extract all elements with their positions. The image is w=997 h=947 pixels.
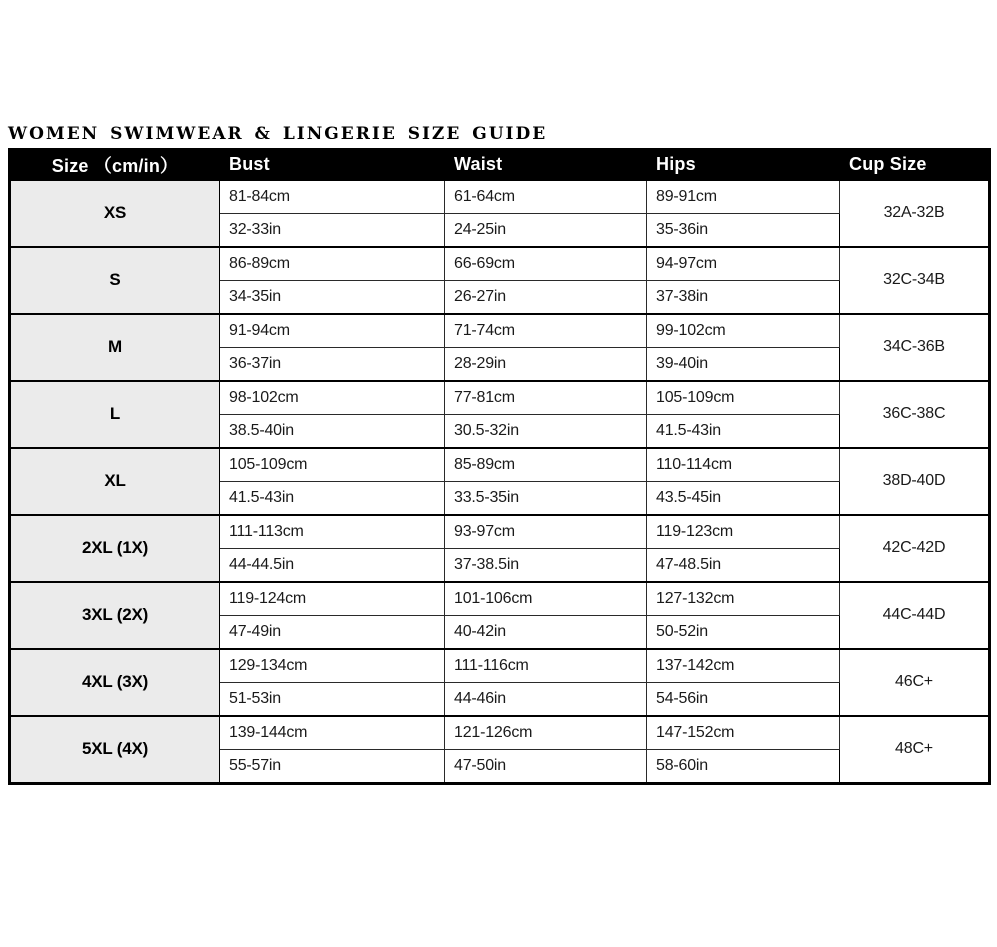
bust-in-value: 47-49in xyxy=(220,615,445,649)
bust-cm-value: 81-84cm xyxy=(220,180,445,214)
cup-size-value: 38D-40D xyxy=(840,448,990,515)
hips-cm-value: 137-142cm xyxy=(647,649,840,683)
cup-size-value: 34C-36B xyxy=(840,314,990,381)
column-header-bust: Bust xyxy=(220,150,445,180)
waist-cm-value: 71-74cm xyxy=(445,314,647,348)
waist-cm-value: 77-81cm xyxy=(445,381,647,415)
bust-in-value: 55-57in xyxy=(220,749,445,783)
bust-cm-value: 129-134cm xyxy=(220,649,445,683)
size-row-group-3xl xyxy=(10,582,990,649)
waist-cm-value: 121-126cm xyxy=(445,716,647,750)
column-header-hips: Hips xyxy=(647,150,840,180)
size-row-group-m xyxy=(10,314,990,381)
waist-in-value: 30.5-32in xyxy=(445,414,647,448)
size-row-group-xs xyxy=(10,180,990,247)
size-row-group-s xyxy=(10,247,990,314)
table-row xyxy=(10,180,990,214)
cup-size-value: 44C-44D xyxy=(840,582,990,649)
size-label: XS xyxy=(10,180,220,247)
hips-in-value: 35-36in xyxy=(647,213,840,247)
waist-cm-value: 101-106cm xyxy=(445,582,647,616)
hips-cm-value: 127-132cm xyxy=(647,582,840,616)
table-row xyxy=(10,515,990,549)
page-title: WOMEN SWIMWEAR & LINGERIE SIZE GUIDE xyxy=(8,124,548,144)
cup-size-value: 46C+ xyxy=(840,649,990,716)
size-row-group-xl xyxy=(10,448,990,515)
size-label: 4XL (3X) xyxy=(10,649,220,716)
hips-cm-value: 89-91cm xyxy=(647,180,840,214)
bust-cm-value: 139-144cm xyxy=(220,716,445,750)
column-header-waist: Waist xyxy=(445,150,647,180)
bust-cm-value: 86-89cm xyxy=(220,247,445,281)
hips-cm-value: 94-97cm xyxy=(647,247,840,281)
hips-in-value: 37-38in xyxy=(647,280,840,314)
column-header-size: Size （cm/in） xyxy=(10,150,220,180)
size-row-group-2xl xyxy=(10,515,990,582)
hips-cm-value: 110-114cm xyxy=(647,448,840,482)
bust-cm-value: 111-113cm xyxy=(220,515,445,549)
size-row-group-l xyxy=(10,381,990,448)
cup-size-value: 36C-38C xyxy=(840,381,990,448)
bust-cm-value: 98-102cm xyxy=(220,381,445,415)
waist-cm-value: 61-64cm xyxy=(445,180,647,214)
hips-cm-value: 105-109cm xyxy=(647,381,840,415)
table-row xyxy=(10,448,990,482)
bust-in-value: 41.5-43in xyxy=(220,481,445,515)
hips-cm-value: 99-102cm xyxy=(647,314,840,348)
size-row-group-5xl xyxy=(10,716,990,784)
size-label: 3XL (2X) xyxy=(10,582,220,649)
hips-in-value: 50-52in xyxy=(647,615,840,649)
bust-in-value: 38.5-40in xyxy=(220,414,445,448)
waist-in-value: 26-27in xyxy=(445,280,647,314)
bust-in-value: 34-35in xyxy=(220,280,445,314)
waist-cm-value: 85-89cm xyxy=(445,448,647,482)
size-label: M xyxy=(10,314,220,381)
waist-in-value: 28-29in xyxy=(445,347,647,381)
hips-cm-value: 147-152cm xyxy=(647,716,840,750)
bust-cm-value: 91-94cm xyxy=(220,314,445,348)
table-row xyxy=(10,381,990,415)
cup-size-value: 32C-34B xyxy=(840,247,990,314)
bust-cm-value: 119-124cm xyxy=(220,582,445,616)
hips-cm-value: 119-123cm xyxy=(647,515,840,549)
bust-in-value: 51-53in xyxy=(220,682,445,716)
size-guide-table xyxy=(8,148,991,785)
waist-cm-value: 111-116cm xyxy=(445,649,647,683)
table-row xyxy=(10,314,990,348)
cup-size-value: 48C+ xyxy=(840,716,990,784)
table-row xyxy=(10,649,990,683)
waist-in-value: 37-38.5in xyxy=(445,548,647,582)
table-header xyxy=(10,150,990,180)
hips-in-value: 47-48.5in xyxy=(647,548,840,582)
size-label: XL xyxy=(10,448,220,515)
waist-in-value: 44-46in xyxy=(445,682,647,716)
hips-in-value: 43.5-45in xyxy=(647,481,840,515)
hips-in-value: 41.5-43in xyxy=(647,414,840,448)
cup-size-value: 42C-42D xyxy=(840,515,990,582)
hips-in-value: 58-60in xyxy=(647,749,840,783)
waist-in-value: 33.5-35in xyxy=(445,481,647,515)
column-header-cup-size: Cup Size xyxy=(840,150,990,180)
table-row xyxy=(10,716,990,750)
size-label: S xyxy=(10,247,220,314)
waist-in-value: 47-50in xyxy=(445,749,647,783)
size-label: 5XL (4X) xyxy=(10,716,220,784)
waist-cm-value: 66-69cm xyxy=(445,247,647,281)
waist-cm-value: 93-97cm xyxy=(445,515,647,549)
size-label: L xyxy=(10,381,220,448)
table-row xyxy=(10,247,990,281)
size-label: 2XL (1X) xyxy=(10,515,220,582)
cup-size-value: 32A-32B xyxy=(840,180,990,247)
bust-in-value: 36-37in xyxy=(220,347,445,381)
bust-in-value: 32-33in xyxy=(220,213,445,247)
waist-in-value: 24-25in xyxy=(445,213,647,247)
waist-in-value: 40-42in xyxy=(445,615,647,649)
size-row-group-4xl xyxy=(10,649,990,716)
bust-in-value: 44-44.5in xyxy=(220,548,445,582)
table-row xyxy=(10,582,990,616)
bust-cm-value: 105-109cm xyxy=(220,448,445,482)
hips-in-value: 39-40in xyxy=(647,347,840,381)
hips-in-value: 54-56in xyxy=(647,682,840,716)
